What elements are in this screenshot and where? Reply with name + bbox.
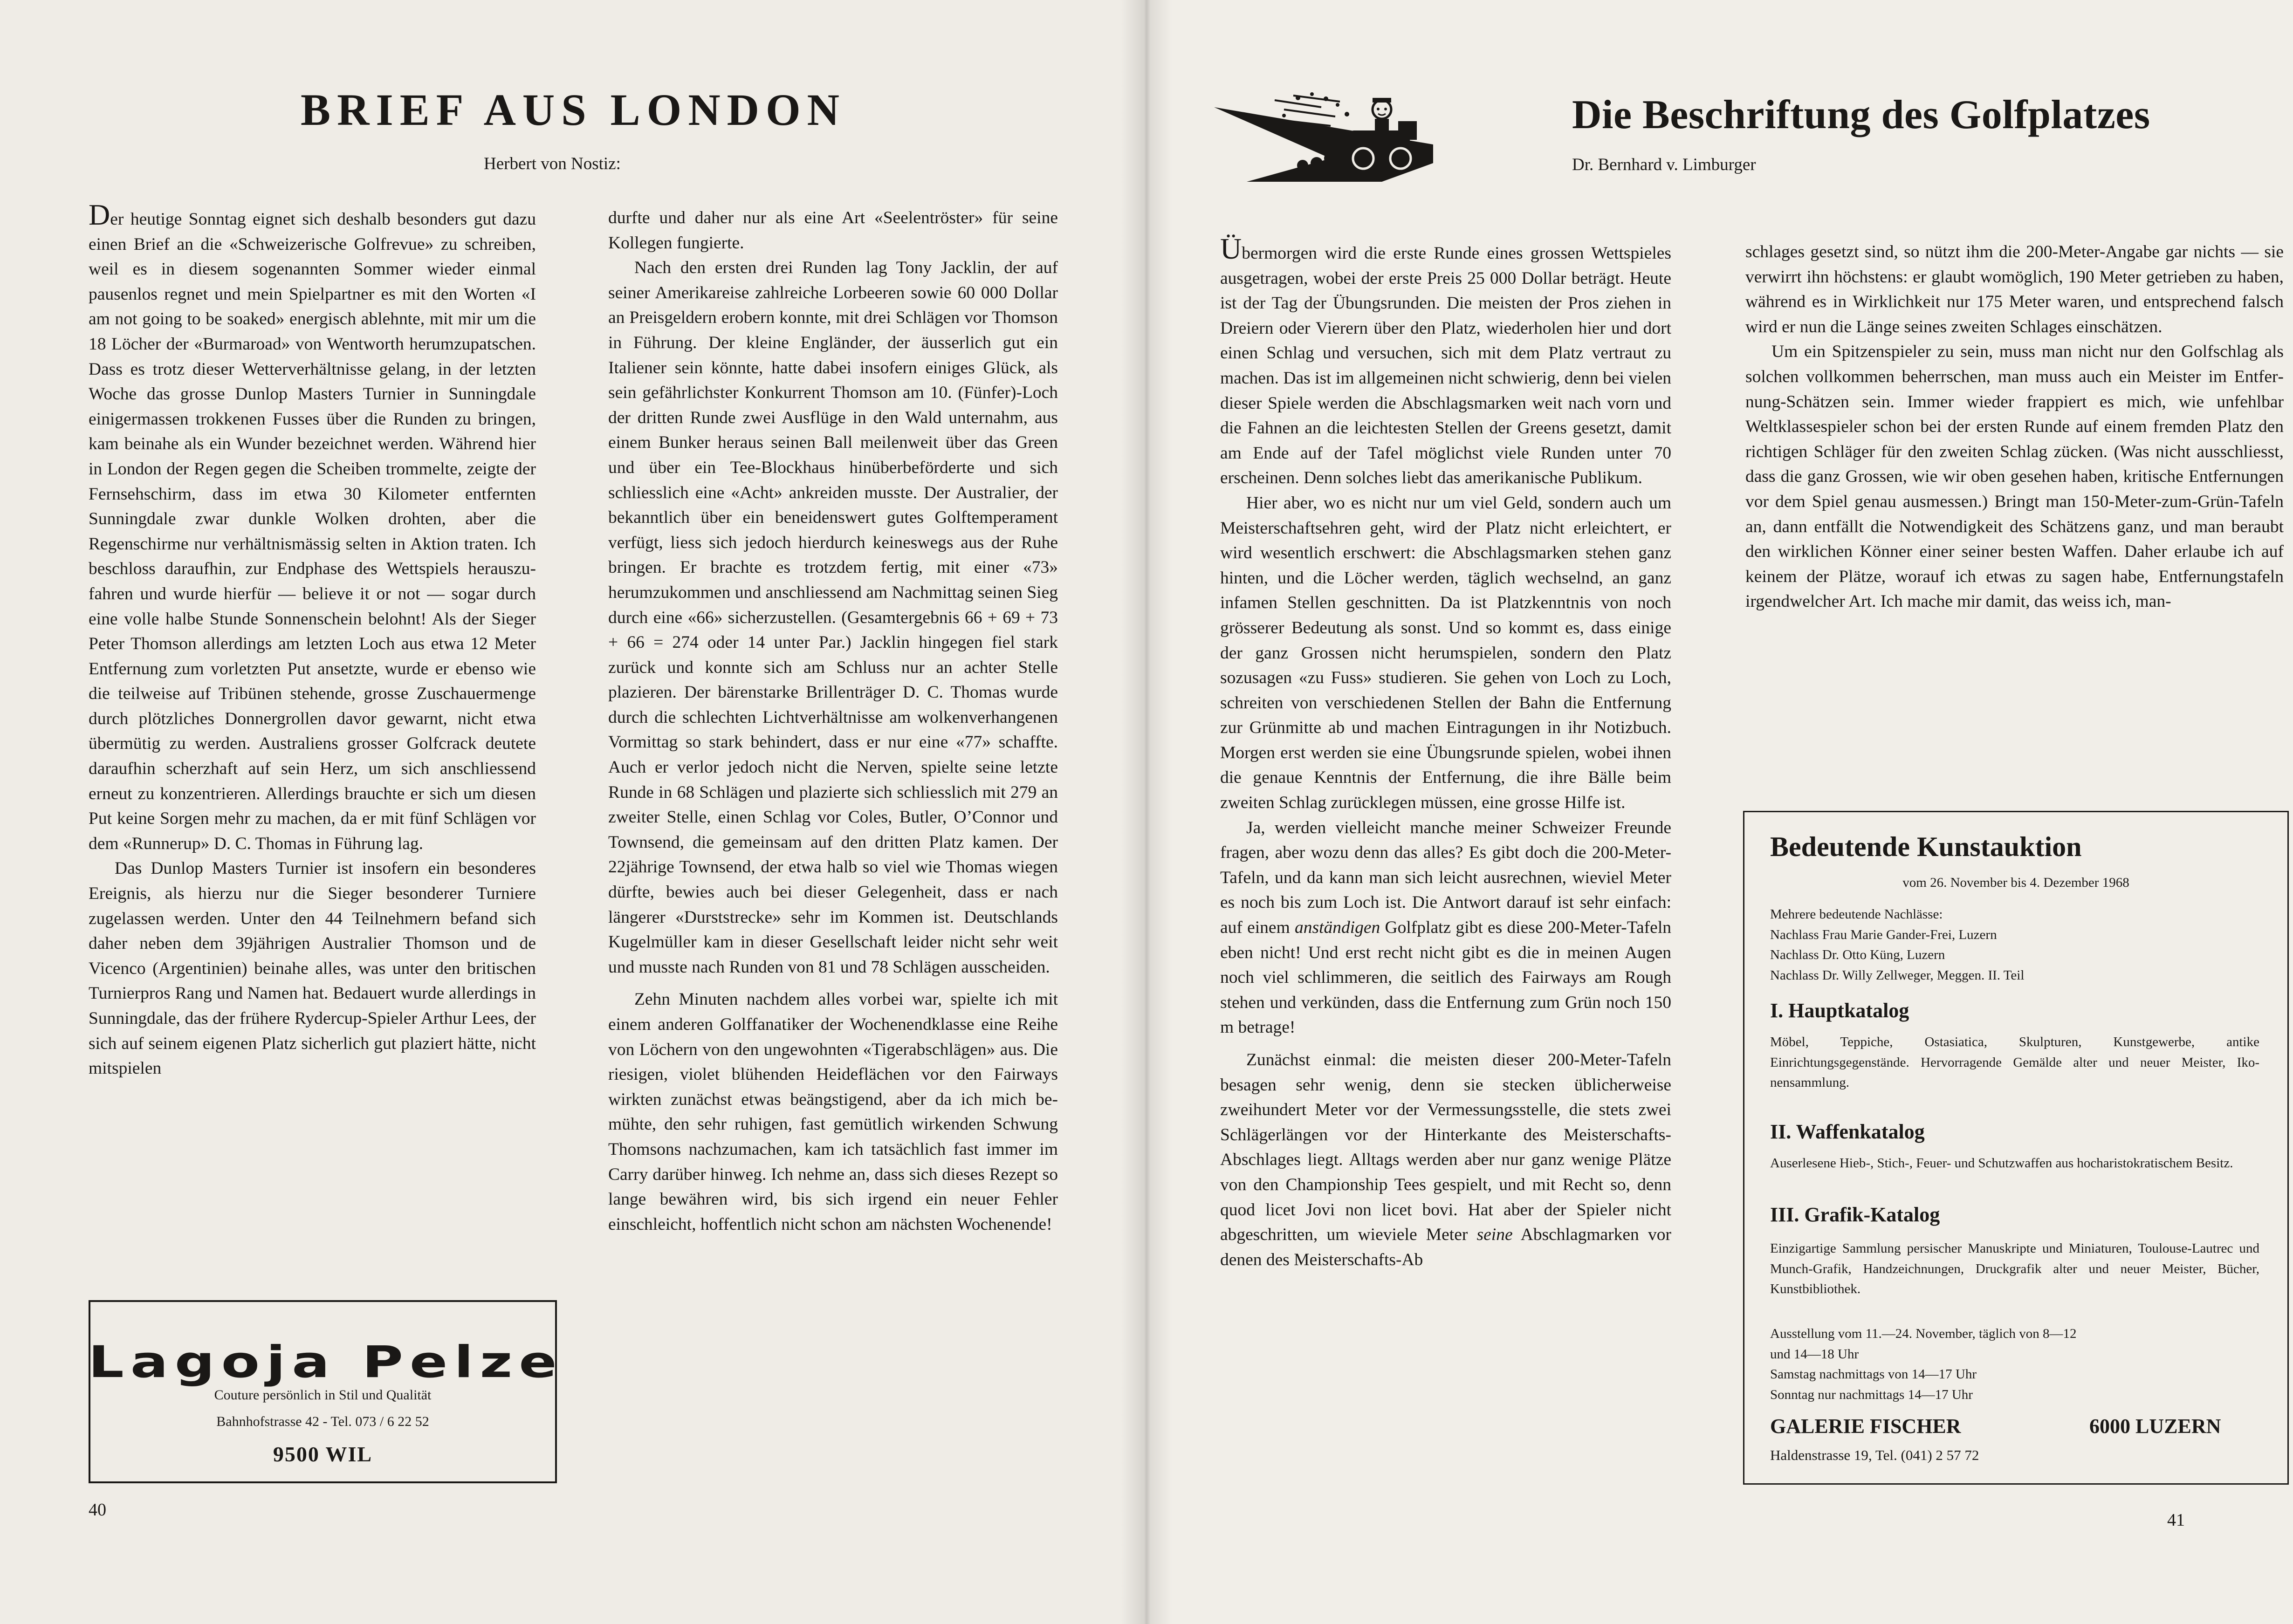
paragraph-text: Ja, werden vielleicht manche meiner Schweizer Freunde fragen, aber wozu denn das alles? Es gibt doch die 200-Meter-Tafeln, und da kann man sich leicht ausrechnen, wieviel Meter es noch bis zum Loch ist. Die Antwort darauf ist sehr einfach: auf einem	[1220, 818, 1671, 938]
paragraph-text: Zunächst einmal: die meisten dieser 200-Meter-Tafeln besagen sehr wenig, denn sie stecken üblicherweise zweihundert Meter vor der Vermessungsstelle, die stets zwei Schlägerlängen vor der Hinterkante des Meisterschafts-Abschlages liegt. Alltags werden aber nur ganz wenige Plätze von den Championship Tees gespielt, und mit Recht so, denn quod licet Jovi non licet bovi. Hat aber der Spieler nicht abgeschritten, um wieviele Meter	[1220, 1050, 1671, 1245]
drop-cap: Ü	[1220, 232, 1242, 265]
estates-block	[1770, 905, 2264, 986]
paragraph: Hier aber, wo es nicht nur um viel Geld, sondern auch um Meisterschaftsehren geht, wird der Platz nicht erleichtert, er wird wesentlich erschwert: die Abschlagsmarken stehen ganz hinten, und die Löcher werden, täglich wechselnd, an ganz infamen Stellen geschnitten. Da ist Platzkenntnis von noch grösserer Bedeutung als sonst. Und so kommt es, dass einige der ganz Grossen nicht herumspielen, sondern den Platz sozusagen «zu Fuss» studieren. Sie gehen von Loch zu Loch, schreiten von verschiedenen Stellen der Bahn die Entfernung zur Grünmitte ab und machen Eintragungen in ihr Notizbuch. Morgen erst werden sie eine Übungsrunde spielen, wobei ihnen die genaue Kenntnis der Entfernung, die ihre Bälle beim zweiten Schlag zurücklegen müssen, eine grosse Hilfe ist.	[1220, 493, 1671, 813]
auction-dates: vom 26. November bis 4. Dezember 1968	[1902, 875, 2129, 890]
exhibition-line: und 14—18 Uhr	[1770, 1346, 1859, 1362]
paragraph-text: bermorgen wird die erste Runde eines grossen Wettspieles ausgetragen, wobei der erste Preis 25 000 Dollar beträgt. Heute ist der Tag der Übungsrunden. Die meisten der Pros ziehen in Dreiern oder Vierern über den Platz, wiederholen hier und dort einen Schlag und versuchen, sich mit dem Platz vertraut zu machen. Das ist im allgemeinen nicht schwierig, denn bei vielen dieser Spiele werden die Abschlagsmarken weit nach vorn und die Fahnen an die leichtesten Stellen der Greens gesetzt, damit am Ende auf der Tafel möglichst viele Runden unter 70 erscheinen. Denn solches liebt das amerikanische Publikum.	[1220, 244, 1671, 488]
exhibition-line: Samstag nachmittags von 14—17 Uhr	[1770, 1367, 1977, 1382]
gallery-name: GALERIE FISCHER	[1770, 1415, 1961, 1438]
exhibition-line: Sonntag nur nachmittags 14—17 Uhr	[1770, 1387, 1973, 1402]
paragraph-text: Golfplatz gibt es diese 200-Meter-Tafeln eben nicht! Und erst recht nicht gibt es die in meinen Augen noch viel schlimmeren, die seitlich des Fairways am Rough stehen und verkünden, dass die Entfernung zum Grün noch 150 m betrage!	[1220, 918, 1671, 1037]
right-page-title: Die Beschriftung des Golfplatzes	[1572, 92, 2150, 137]
left-column-1	[89, 198, 536, 1081]
catalog-3-text: Einzigartige Sammlung persischer Manuskripte und Miniaturen, Toulouse-Lautrec und Munch-Grafik, Handzeichnungen, Druckgrafik alter und neuer Meister, Bücher, Kunstbibliothek.	[1770, 1241, 2259, 1296]
page-number-right: 41	[2167, 1510, 2185, 1530]
paragraph: Das Dunlop Masters Turnier ist insofern ein besonderes Ereignis, als hierzu nur die Sieger besonderer Turniere zugelassen werden. Unter den 44 Teilnehmern befand sich daher neben dem 39jährigen Australier Thomson und de Vicenco (Argentinien) beinahe alles, was unter den britischen Turnierpros Rang und Namen hat. Bedauert wurde allerdings in Sunningdale, das der frühere Rydercup-Spieler Arthur Lees, der sich auf seinem eigenen Platz sicherlich gut plaziert hätte, nicht mitspielen	[89, 859, 536, 1078]
paragraph: Um ein Spitzenspieler zu sein, muss man nicht nur den Golfschlag als solchen vollkommen beherrschen, man muss auch ein Meister im Entfernung-Schätzen sein. Immer wieder frappiert es mich, wie unfehlbar Weltklassespieler schon bei der ersten Runde auf einem fremden Platz den richtigen Schläger für den zweiten Schlag zücken. (Was nicht ausschliesst, dass die ganz Grossen, wie wir oben gesehen haben, kritische Entfernungen vor dem Spiel genau ausmessen.) Bringt man 150-Meter-zum-Grün-Tafeln an, dann entfällt die Notwendigkeit des Schätzens ganz, und man beraubt den wirklichen Könner einer seiner besten Waffen. Daher erlaube ich auf keinem der Plätze, worauf ich etwas zu sagen habe, Entfernungstafeln irgendwelcher Art. Ich mache mir damit, das weiss ich, man-	[1745, 342, 2284, 611]
left-page	[0, 0, 1144, 1624]
paragraph-text: er heutige Sonntag eignet sich deshalb besonders gut dazu einen Brief an die «Schweizerische Golfrevue» zu schreiben, weil es in diesem sogenannten Sommer wieder einmal pausenlos regnet und mein Spielpartner es mit den Worten «I am not going to be soaked» energisch ablehnte, mit mir um die 18 Löcher der «Burmaroad» von Wentworth herumzupatschen. Dass es trotz dieser Wetterverhältnisse gelang, in der letzten Woche das grosse Dunlop Masters Turnier in Sunningdale einigermassen trokkenen Fusses über die Runden zu bringen, kam beinahe als ein Wunder bezeichnet werden. Während hier in London der Regen gegen die Scheiben trommelte, zeigte der Fernsehschirm, dass im etwa 30 Kilometer entfernten Sunningdale zwar dunkle Wolken drohten, aber die Regenschirme nur verhältnismässig selten in Aktion traten. Ich beschloss daraufhin, zur Endphase des Wettspiels herauszufahren und wurde hierfür — believe it or not — sogar durch eine volle halbe Stunde Sonnenschein belohnt! Als der Sieger Peter Thomson allerdings am letzten Loch aus etwa 12 Meter Entfernung zum vorletzten Put ansetzte, wurde er ebenso wie die teilweise auf Tribünen stehende, grosse Zuschauermenge durch plötzliches Donnergrollen davor gewarnt, nicht etwa übermütig zu werden. Australiens grosser Golfcrack deutete daraufhin scherzhaft auf sein Herz, um sich anschliessend erneut zu konzentrieren. Allerdings brauchte er sich um diesen Put keine Sorgen mehr zu machen, da er mit fünf Schlägen vor dem «Runnerup» D. C. Thomas in Führung lag.	[89, 210, 536, 853]
paragraph-text: Abschlagmarken vor denen des Meisterschafts-Ab	[1220, 1225, 1671, 1269]
catalog-1-title: I. Hauptkatalog	[1770, 999, 1909, 1022]
catalog-2-title: II. Waffenkatalog	[1770, 1120, 1925, 1143]
estate-item: Nachlass Dr. Otto Küng, Luzern	[1770, 947, 1945, 962]
ad-address: Bahnhofstrasse 42 - Tel. 073 / 6 22 52	[216, 1414, 429, 1429]
estate-item: Nachlass Dr. Willy Zellweger, Meggen. II. Teil	[1770, 967, 2025, 983]
left-byline: Herbert von Nostiz:	[484, 154, 621, 173]
page-number-left: 40	[89, 1500, 106, 1520]
lagoja-advertisement	[88, 1300, 563, 1483]
catalog-1-text: Möbel, Teppiche, Ostasiatica, Skulpturen, Kunstgewerbe, antike Einrichtungsgegenstände. Hervorragende Gemälde alter und neuer Meister, Ikonensammlung.	[1770, 1035, 2259, 1090]
exhibition-hours	[1770, 1324, 2264, 1405]
estate-item: Nachlass Frau Marie Gander-Frei, Luzern	[1770, 927, 1997, 942]
lagoja-logo: Lagoja Pelze	[88, 1337, 563, 1388]
catalog-3-title: III. Grafik-Katalog	[1770, 1203, 1940, 1226]
paragraph	[1220, 232, 1671, 491]
paragraph	[1220, 1048, 1671, 1272]
drop-cap: D	[89, 198, 110, 231]
ad-city: 9500 WIL	[273, 1442, 373, 1466]
emphasis: anständigen	[1294, 918, 1380, 938]
gallery-address: Haldenstrasse 19, Tel. (041) 2 57 72	[1770, 1447, 1979, 1463]
exhibition-line: Ausstellung vom 11.—24. November, täglich von 8—12	[1770, 1326, 2077, 1341]
paragraph	[1220, 815, 1671, 1040]
right-byline: Dr. Bernhard v. Limburger	[1572, 155, 1756, 174]
paragraph: Zehn Minuten nachdem alles vorbei war, spielte ich mit einem anderen Golffanatiker der Wochenendklasse eine Reihe von Löchern von den ungewohnten «Tigerabschlägen» aus. Die riesigen, violet blühenden Heideflächen vor den Fairways wirkten zunächst etwas beängstigend, aber da ich mich bemühte, den sehr ruhigen, fast gemütlich wirkenden Schwung Thomsons nachzumachen, kam ich tatsächlich fast immer im Carry darüber hinweg. Ich nehme an, dass sich dieses Rezept so lange bewähren wird, bis sich irgend ein neuer Fehler einschleicht, hoffentlich nicht schon am nächsten Wochenende!	[608, 990, 1058, 1234]
auction-title: Bedeutende Kunstauktion	[1770, 831, 2082, 862]
right-page	[1144, 0, 2293, 1624]
fischer-auction-advertisement	[1743, 811, 2289, 1485]
paragraph: Nach den ersten drei Runden lag Tony Jacklin, der auf seiner Amerikareise zahlreiche Lorbeeren sowie 60 000 Dollar an Preisgeldern erobern konnte, mit drei Schlägen vor Thomson in Führung. Der kleine Engländer, der äusserlich gut ein Italiener sein könnte, hatte dabei insofern einiges Glück, als sein gefährlichster Konkurrent Thomson am 10. (Fünfer)-Loch der dritten Runde zwei Ausflüge in den Wald unternahm, aus einem Bunker heraus seinen Ball meilenweit über das Green und über ein Tee-Blockhaus hinüberbeförderte und sich schliesslich eine «Acht» ankreiden musste. Der Australier, der bekanntlich über ein beneidenswert gutes Golftemperament verfügt, liess sich jedoch hierdurch keineswegs aus der Ruhe bringen. Er brachte es trotzdem fertig, mit einer «73» herumzukommen und anschliessend am Nachmittag seinen Sieg durch eine «66» sicherzustellen. (Gesamtergebnis 66 + 69 + 73 + 66 = 274 oder 14 unter Par.) Jacklin hingegen fiel stark zurück und konnte sich am Schluss nur an achter Stelle plazieren. Der bärenstarke Brillenträger D. C. Thomas wurde durch die schlechten Lichtverhältnisse am wolkenverhangenen Vormittag so stark behindert, dass er nur eine «77» schaffte. Auch er verlor jedoch nicht die Nerven, spielte seine letzte Runde in 68 Schlägen und plazierte sich schliesslich mit 279 an zweiter Stelle, einen Schlag vor Coles, Butler, O’Connor und Townsend, die gemeinsam auf den dritten Platz kamen. Der 22jährige Townsend, der etwa halb so viel wie Thomas wiegen dürfte, bewies auch bei dieser Gelegenheit, dass er nach längerer «Durststrecke» sehr im Kommen ist. Deutschlands Kugelmüller kam in dieser Gesellschaft leider nicht sehr weit und musste nach Runden von 81 und 78 Schlägen ausscheiden.	[608, 258, 1058, 977]
spine-shadow	[1121, 0, 1172, 1624]
catalog-2-text: Auserlesene Hieb-, Stich-, Feuer- und Schutzwaffen aus hocharistokratischem Besitz.	[1770, 1156, 2233, 1171]
golf-cart-illustration	[1214, 89, 1433, 196]
paragraph: schlages gesetzt sind, so nützt ihm die 200-Meter-Angabe gar nichts — sie verwirrt ihn höchstens: er glaubt womöglich, 190 Meter getrieben zu haben, während es in Wirklichkeit nur 175 Meter waren, und entsprechend falsch wird er nun die Länge seines zweiten Schlages einschätzen.	[1745, 242, 2284, 336]
estates-intro: Mehrere bedeutende Nachlässe:	[1770, 907, 1943, 922]
left-page-title: BRIEF AUS LONDON	[301, 85, 846, 135]
ad-tagline: Couture persönlich in Stil und Qualität	[214, 1387, 432, 1403]
right-column-2	[1745, 240, 2284, 614]
right-column-1	[1220, 232, 1671, 1272]
emphasis: seine	[1476, 1225, 1513, 1245]
paragraph: durfte und daher nur als eine Art «Seelentröster» für seine Kollegen fungierte.	[608, 208, 1058, 253]
paragraph	[89, 198, 536, 856]
gallery-city: 6000 LUZERN	[2089, 1415, 2221, 1438]
left-column-2	[608, 206, 1058, 1237]
